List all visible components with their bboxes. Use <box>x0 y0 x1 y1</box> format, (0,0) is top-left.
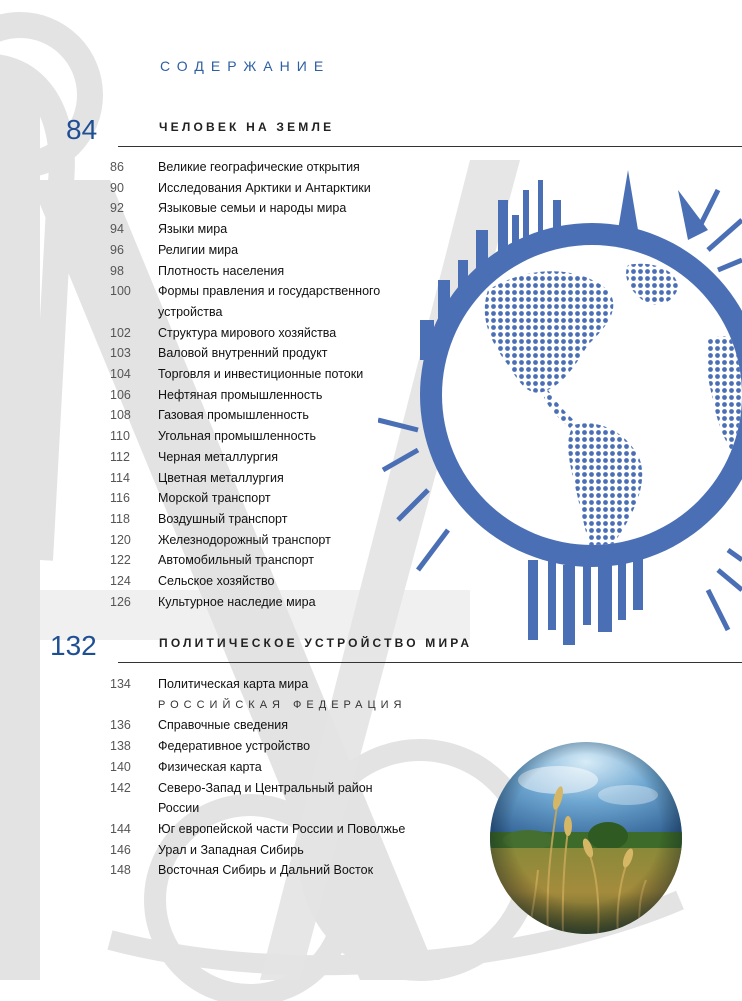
toc-item[interactable] <box>110 261 410 282</box>
toc-item[interactable] <box>110 509 410 530</box>
item-title: Автомобильный транспорт <box>158 553 314 568</box>
page-number: 118 <box>110 511 130 526</box>
item-title: Валовой внутренний продукт <box>158 346 328 361</box>
toc-item[interactable] <box>110 757 410 778</box>
toc-item[interactable] <box>110 426 410 447</box>
section-1-divider <box>118 146 742 147</box>
section-2-divider <box>118 662 742 663</box>
item-title: Цветная металлургия <box>158 470 284 485</box>
page-number: 86 <box>110 160 124 174</box>
toc-item[interactable] <box>110 447 410 468</box>
item-title: Нефтяная промышленность <box>158 387 323 402</box>
page-number: 142 <box>110 780 131 795</box>
toc-item[interactable] <box>110 323 410 344</box>
toc-item[interactable] <box>110 530 410 551</box>
toc-item[interactable] <box>110 819 410 840</box>
section-2-number: 132 <box>50 630 97 661</box>
item-title: Языки мира <box>158 222 228 237</box>
item-title: Угольная промышленность <box>158 429 317 444</box>
toc-item[interactable] <box>110 178 410 199</box>
item-title: Исследования Арктики и Антарктики <box>158 180 371 195</box>
page-number: 92 <box>110 201 124 216</box>
page-number: 98 <box>110 263 124 278</box>
item-title: Структура мирового хозяйства <box>158 325 337 340</box>
item-title: Урал и Западная Сибирь <box>158 842 304 857</box>
item-title: Физическая карта <box>158 759 262 774</box>
page-number: 100 <box>110 284 131 299</box>
toc-item[interactable] <box>110 157 410 178</box>
toc-item[interactable] <box>110 840 410 861</box>
item-title: Черная металлургия <box>158 449 278 464</box>
toc-item[interactable] <box>110 592 410 613</box>
toc-item[interactable] <box>110 674 410 695</box>
page-number: 138 <box>110 739 131 754</box>
item-title: Справочные сведения <box>158 718 289 733</box>
item-title: Сельское хозяйство <box>158 574 275 589</box>
page-number: 134 <box>110 677 131 691</box>
toc-item[interactable] <box>110 343 410 364</box>
contents-title: СОДЕРЖАНИЕ <box>160 58 331 74</box>
toc-item[interactable] <box>110 736 410 757</box>
page-number: 148 <box>110 863 131 878</box>
toc-item[interactable] <box>110 281 410 322</box>
toc-item[interactable] <box>110 488 410 509</box>
item-title: Морской транспорт <box>158 491 271 506</box>
page-number: 126 <box>110 594 131 609</box>
toc-item[interactable] <box>110 240 410 261</box>
page-number: 112 <box>110 449 130 464</box>
world-globe-illustration <box>378 170 742 650</box>
toc-item[interactable] <box>110 364 410 385</box>
toc-item[interactable] <box>110 198 410 219</box>
section-2-toc <box>110 674 410 881</box>
item-title: Культурное наследие мира <box>158 594 316 609</box>
item-title: Формы правления и государственного устройства <box>158 284 381 319</box>
toc-item[interactable] <box>110 405 410 426</box>
toc-item[interactable] <box>110 715 410 736</box>
page-number: 146 <box>110 842 131 857</box>
item-title: Воздушный транспорт <box>158 511 288 526</box>
item-title: Северо-Запад и Центральный район России <box>158 780 373 816</box>
section-1-number: 84 <box>66 114 98 145</box>
page-number: 120 <box>110 532 131 547</box>
page-number: 124 <box>110 574 131 589</box>
item-title: Плотность населения <box>158 263 285 278</box>
page-number: 103 <box>110 346 131 361</box>
page-number: 104 <box>110 367 131 382</box>
toc-item[interactable] <box>110 571 410 592</box>
page-number: 96 <box>110 242 124 257</box>
item-title: Железнодорожный транспорт <box>158 532 331 547</box>
item-title: Торговля и инвестиционные потоки <box>158 367 364 382</box>
page-number: 106 <box>110 387 131 402</box>
section-2-title: ПОЛИТИЧЕСКОЕ УСТРОЙСТВО МИРА <box>159 636 473 650</box>
page-number: 116 <box>110 491 130 506</box>
page-number: 108 <box>110 408 131 423</box>
section-1-toc <box>110 157 410 612</box>
page-number: 136 <box>110 718 131 733</box>
wheat-field-sphere-image <box>488 740 684 936</box>
toc-item[interactable] <box>110 219 410 240</box>
toc-item[interactable] <box>110 778 410 819</box>
toc-item[interactable] <box>110 550 410 571</box>
item-title: Великие географические открытия <box>158 160 360 174</box>
toc-item[interactable] <box>110 385 410 406</box>
page-number: 90 <box>110 180 124 195</box>
item-title: Языковые семьи и народы мира <box>158 201 347 216</box>
item-title: Религии мира <box>158 242 239 257</box>
subsection-heading: РОССИЙСКАЯ ФЕДЕРАЦИЯ <box>158 698 407 711</box>
page-number: 144 <box>110 821 131 836</box>
item-title: Политическая карта мира <box>158 677 309 691</box>
item-title: Газовая промышленность <box>158 408 309 423</box>
section-1-title: ЧЕЛОВЕК НА ЗЕМЛЕ <box>159 120 335 134</box>
page-number: 114 <box>110 470 130 485</box>
item-title: Федеративное устройство <box>158 739 311 754</box>
item-title: Восточная Сибирь и Дальний Восток <box>158 863 374 878</box>
page-number: 140 <box>110 759 131 774</box>
page-number: 110 <box>110 429 130 444</box>
page-number: 122 <box>110 553 131 568</box>
toc-item[interactable] <box>110 860 410 881</box>
item-title: Юг европейской части России и Поволжье <box>158 821 406 836</box>
page-number: 102 <box>110 325 131 340</box>
toc-item[interactable] <box>110 468 410 489</box>
page-number: 94 <box>110 222 124 237</box>
